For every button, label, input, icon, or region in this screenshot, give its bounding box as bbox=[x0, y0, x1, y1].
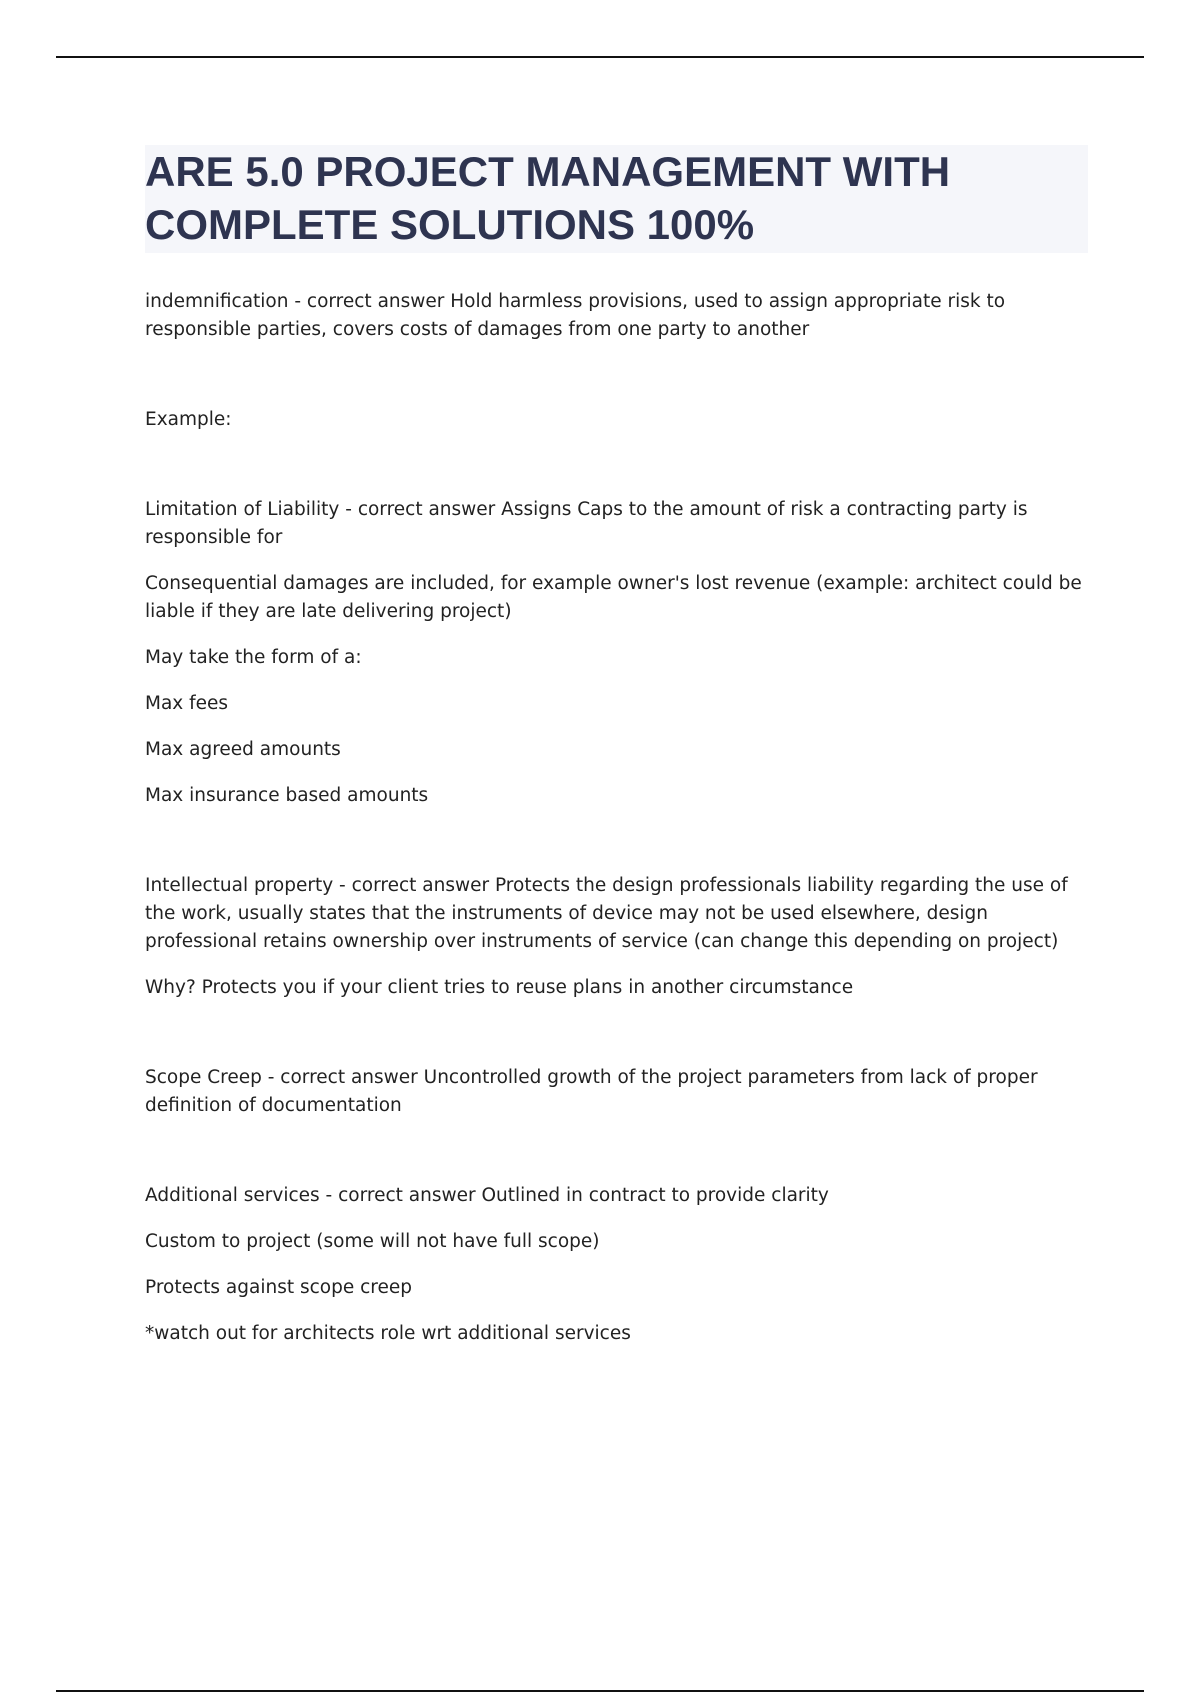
document-body bbox=[145, 288, 1095, 1348]
paragraph-why: Why? Protects you if your client tries to reuse plans in another circumstance bbox=[145, 977, 854, 998]
paragraph-intellectual-property: Intellectual property - correct answer Protects the design professionals liability regarding the use of the work, usually states that the instruments of device may not be used elsewhere, design professional retains ownership over instruments of service (can change this depending on project) bbox=[145, 875, 1068, 952]
paragraph-limitation-of-liability: Limitation of Liability - correct answer Assigns Caps to the amount of risk a contracting party is responsible for bbox=[145, 499, 1028, 548]
page-title bbox=[145, 145, 1088, 251]
list-item: Max agreed amounts bbox=[145, 739, 341, 760]
list-item: Protects against scope creep bbox=[145, 1277, 412, 1298]
list-item: Max fees bbox=[145, 693, 229, 714]
paragraph-indemnification: indemnification - correct answer Hold harmless provisions, used to assign appropriate risk to responsible parties, covers costs of damages from one party to another bbox=[145, 291, 1006, 340]
top-rule bbox=[56, 56, 1144, 58]
title-line-1: ARE 5.0 PROJECT MANAGEMENT WITH bbox=[145, 148, 951, 195]
paragraph-additional-services: Additional services - correct answer Outlined in contract to provide clarity bbox=[145, 1185, 829, 1206]
bottom-rule bbox=[56, 1690, 1144, 1692]
title-block bbox=[145, 145, 1088, 253]
list-item: *watch out for architects role wrt additional services bbox=[145, 1323, 631, 1344]
paragraph-scope-creep: Scope Creep - correct answer Uncontrolled growth of the project parameters from lack of proper definition of documentation bbox=[145, 1067, 1038, 1116]
list-item: Max insurance based amounts bbox=[145, 785, 429, 806]
list-item: Custom to project (some will not have full scope) bbox=[145, 1231, 600, 1252]
paragraph-consequential-damages: Consequential damages are included, for example owner's lost revenue (example: architect could be liable if they are late delivering project) bbox=[145, 573, 1082, 622]
paragraph-form: May take the form of a: bbox=[145, 647, 362, 668]
title-line-2: COMPLETE SOLUTIONS 100% bbox=[145, 201, 755, 248]
paragraph-example: Example: bbox=[145, 409, 232, 430]
